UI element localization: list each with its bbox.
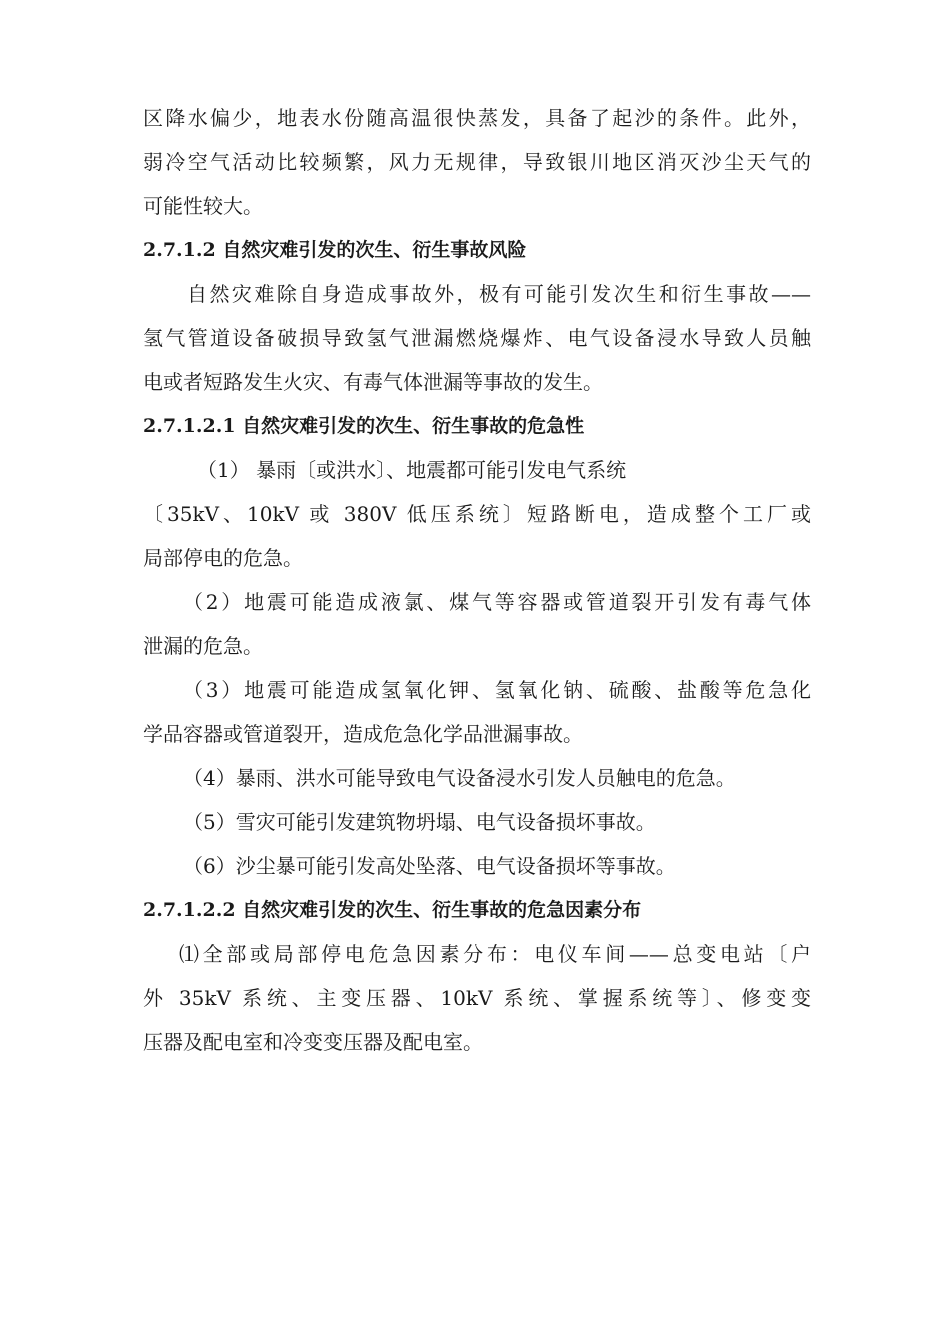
text-line: 外 35kV 系统、主变压器、10kV 系统、掌握系统等〕、修变变: [143, 986, 811, 1010]
intro-paragraph: [143, 96, 811, 228]
text-line: （6）沙尘暴可能引发高处坠落、电气设备损坏等事故。: [183, 854, 676, 878]
text-line: 可能性较大。: [143, 194, 263, 218]
section-2-7-1-2-2-paragraph: [143, 932, 811, 1064]
text-line: 泄漏的危急。: [143, 634, 263, 658]
text-line: （3）地震可能造成氢氧化钾、氢氧化钠、硫酸、盐酸等危急化: [183, 678, 811, 702]
text-line: 区降水偏少，地表水份随高温很快蒸发，具备了起沙的条件。此外，: [143, 106, 811, 130]
text-line: 学品容器或管道裂开，造成危急化学品泄漏事故。: [143, 722, 583, 746]
text-line: 局部停电的危急。: [143, 546, 303, 570]
text-line: 压器及配电室和冷变变压器及配电室。: [143, 1030, 483, 1054]
text-line: 自然灾难除自身造成事故外，极有可能引发次生和衍生事故——: [187, 282, 811, 306]
text-line: ⑴全部或局部停电危急因素分布：电仪车间——总变电站〔户: [179, 942, 811, 966]
list-item: [143, 800, 811, 844]
text-line: （5）雪灾可能引发建筑物坍塌、电气设备损坏事故。: [183, 810, 656, 834]
list-item: [143, 844, 811, 888]
section-2-7-1-2-paragraph: [143, 272, 811, 404]
text-line: 电或者短路发生火灾、有毒气体泄漏等事故的发生。: [143, 370, 603, 394]
list-item: [143, 580, 811, 668]
list-item: [143, 756, 811, 800]
section-heading-2-7-1-2-2: 2.7.1.2.2 自然灾难引发的次生、衍生事故的危急因素分布: [143, 899, 642, 921]
text-line: 弱冷空气活动比较频繁，风力无规律，导致银川地区消灭沙尘天气的: [143, 150, 811, 174]
document-page: [143, 96, 811, 1064]
text-line: （1） 暴雨〔或洪水〕、地震都可能引发电气系统: [197, 458, 627, 482]
text-line: （2）地震可能造成液氯、煤气等容器或管道裂开引发有毒气体: [183, 590, 811, 614]
list-item: [143, 668, 811, 756]
text-line: （4）暴雨、洪水可能导致电气设备浸水引发人员触电的危急。: [183, 766, 736, 790]
list-item: [143, 448, 811, 580]
text-line: 氢气管道设备破损导致氢气泄漏燃烧爆炸、电气设备浸水导致人员触: [143, 326, 811, 350]
section-heading-2-7-1-2: 2.7.1.2 自然灾难引发的次生、衍生事故风险: [143, 239, 527, 261]
text-line: 〔35kV、10kV 或 380V 低压系统〕短路断电，造成整个工厂或: [143, 502, 811, 526]
section-heading-2-7-1-2-1: 2.7.1.2.1 自然灾难引发的次生、衍生事故的危急性: [143, 415, 585, 437]
